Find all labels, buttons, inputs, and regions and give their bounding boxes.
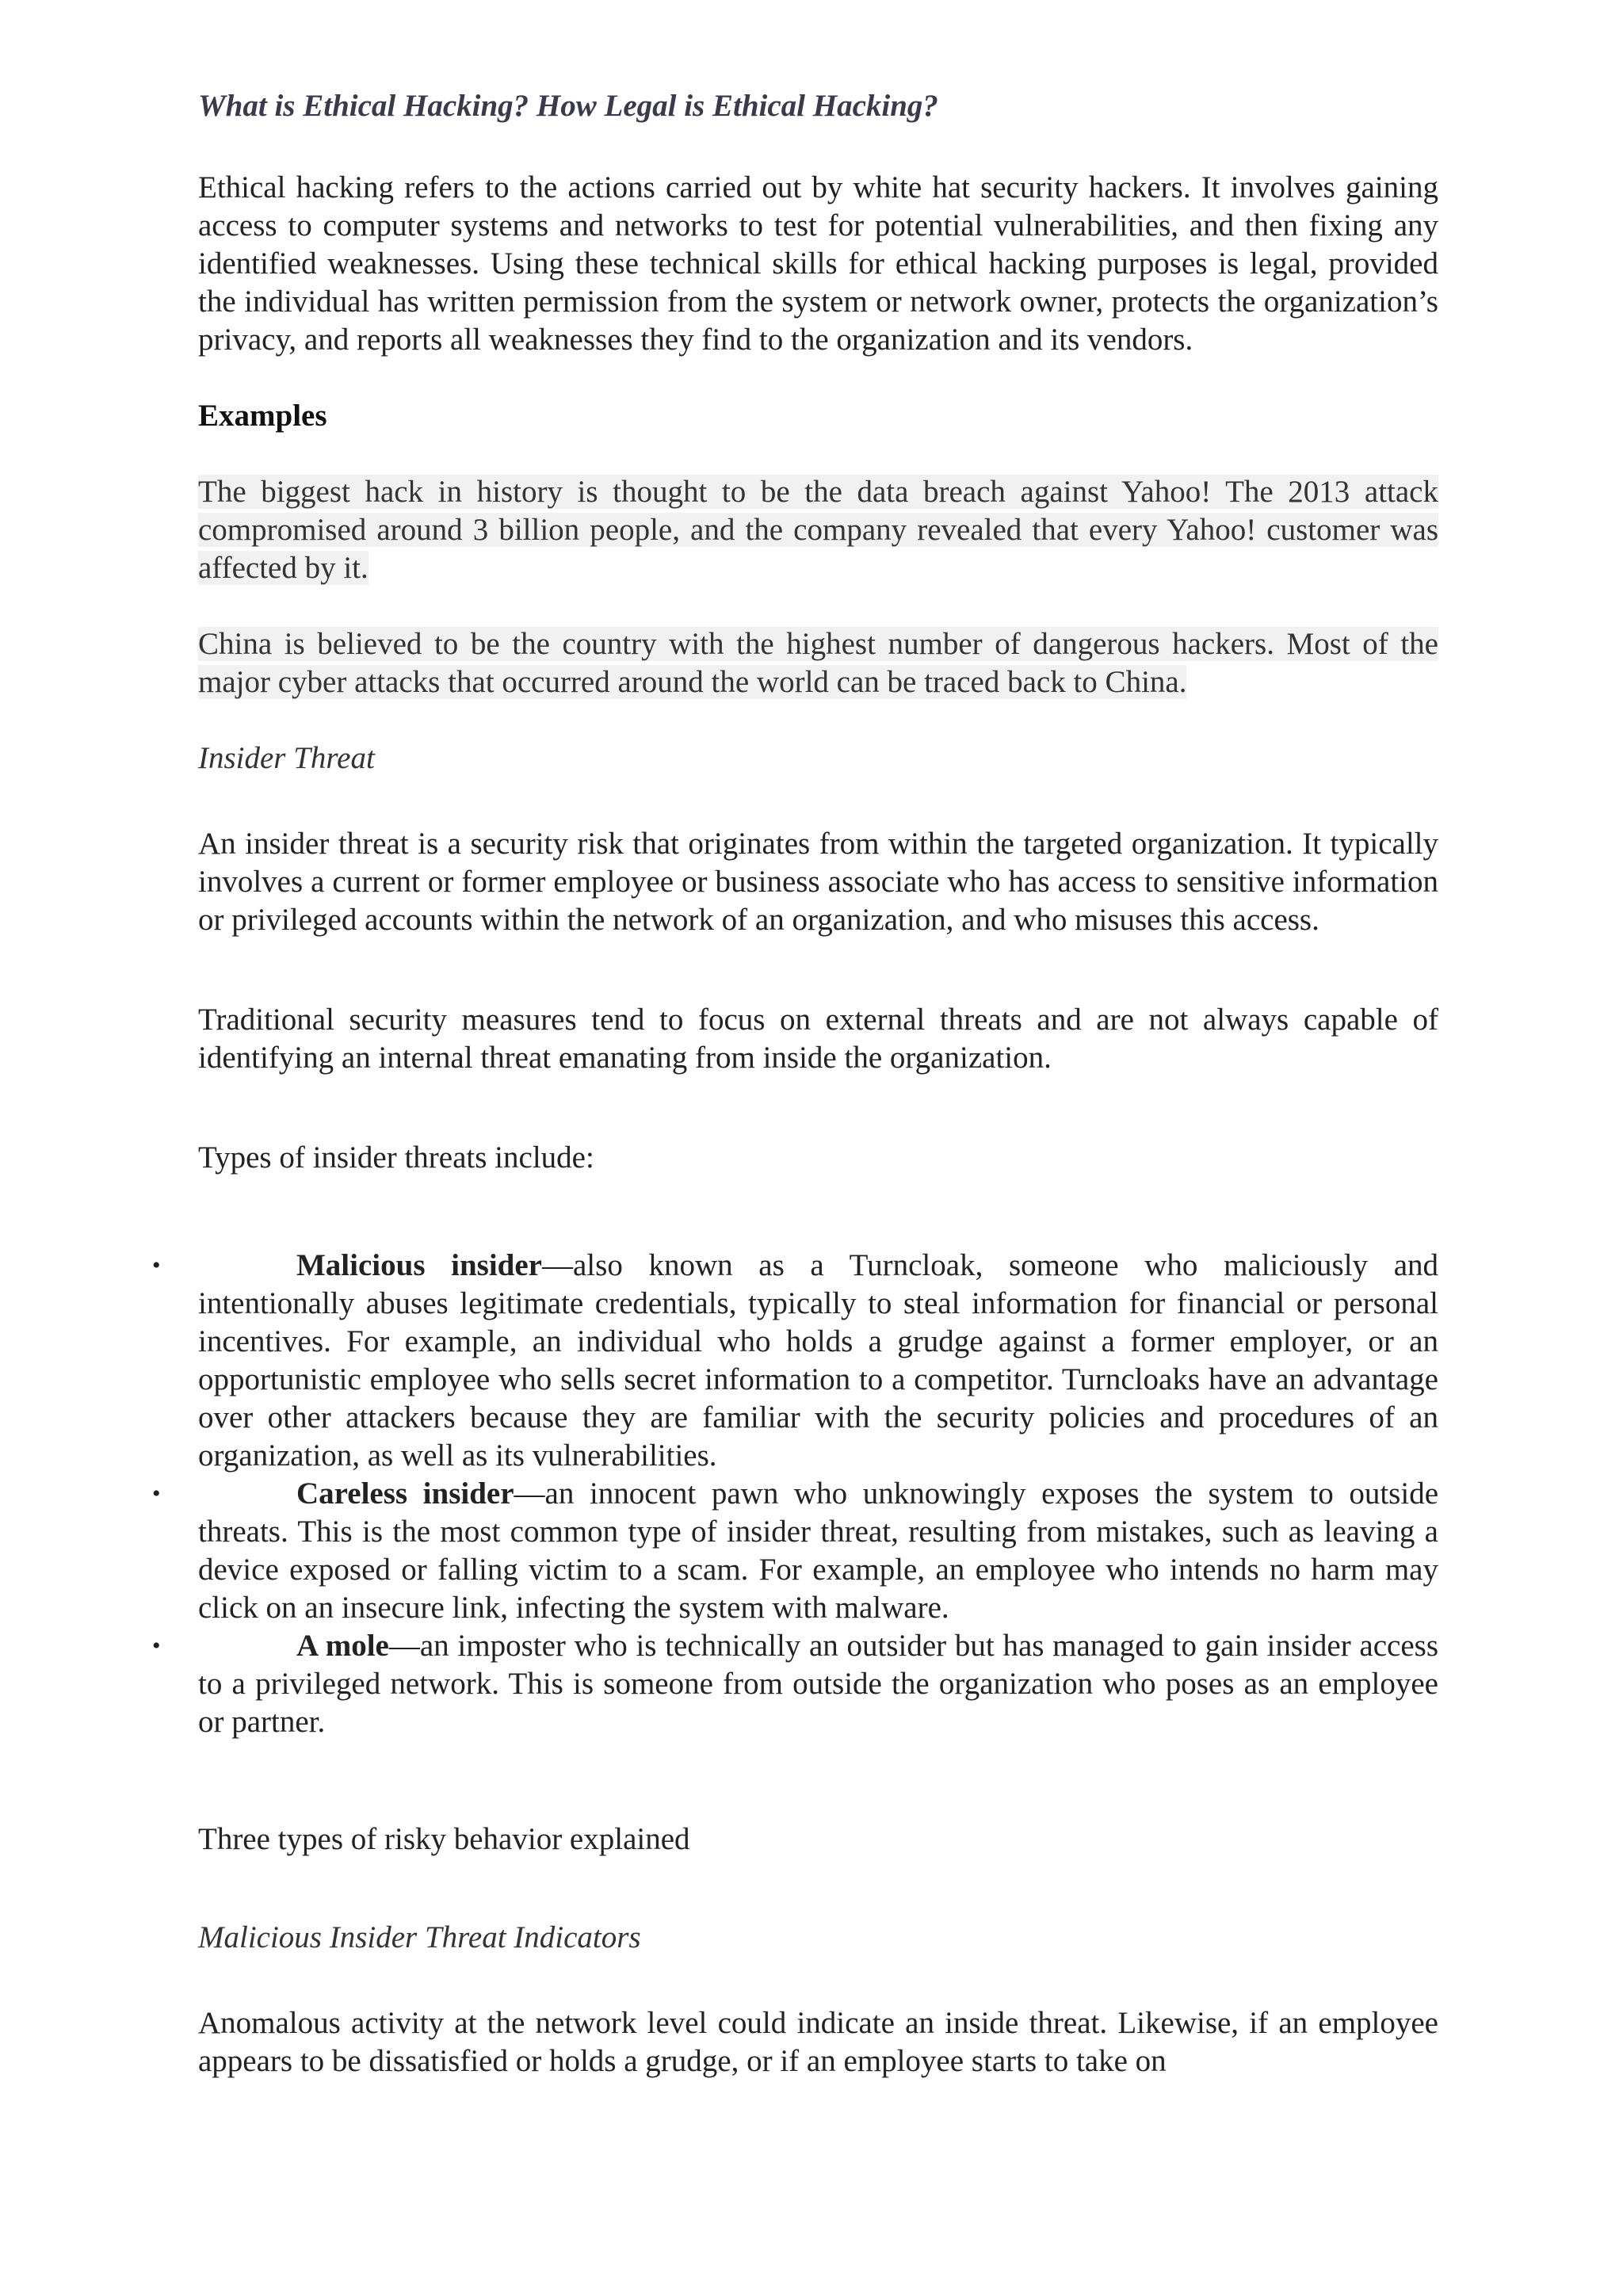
list-item xyxy=(152,1475,1438,1627)
list-item xyxy=(152,1627,1438,1741)
example-1-text: The biggest hack in history is thought to be the data breach against Yahoo! The 2013 attack compromised around 3 billion people, and the company revealed that every Yahoo! customer was affected by it. xyxy=(198,475,1438,585)
example-paragraph-2 xyxy=(198,625,1438,701)
bullet-text: —an imposter who is technically an outsider but has managed to gain insider access to a privileged network. This is someone from outside the organization who poses as an employee or partner. xyxy=(198,1629,1438,1739)
bullet-text: —an innocent pawn who unknowingly exposes the system to outside threats. This is the most common type of insider threat, resulting from mistakes, such as leaving a device exposed or falling victim to a scam. For example, an employee who intends no harm may click on an insecure link, infecting the system with malware. xyxy=(198,1477,1438,1625)
bullet-icon: • xyxy=(152,1633,161,1659)
bullet-term: Malicious insider xyxy=(296,1248,542,1282)
list-item xyxy=(152,1247,1439,1475)
bullet-term: Careless insider xyxy=(296,1477,514,1511)
insider-paragraph-2: Traditional security measures tend to focus on external threats and are not always capable of identifying an internal threat emanating from inside the organization. xyxy=(198,1003,1438,1075)
indicators-paragraph: Anomalous activity at the network level could indicate an inside threat. Likewise, if an employee appears to be dissatisfied or holds a grudge, or if an employee starts to take on xyxy=(198,2006,1438,2078)
risky-behavior-line: Three types of risky behavior explained xyxy=(198,1822,690,1856)
example-2-text: China is believed to be the country with the highest number of dangerous hackers. Most of the major cyber attacks that occurred around the world can be traced back to China. xyxy=(198,627,1438,699)
document-body xyxy=(152,83,1439,2118)
document-title: What is Ethical Hacking? How Legal is Ethical Hacking? xyxy=(198,89,938,123)
intro-paragraph: Ethical hacking refers to the actions carried out by white hat security hackers. It involves gaining access to computer systems and networks to test for potential vulnerabilities, and then fixing any identified weaknesses. Using these technical skills for ethical hacking purposes is legal, provided the individual has written permission from the system or network owner, protects the organization’s privacy, and reports all weaknesses they find to the organization and its vendors. xyxy=(198,170,1438,357)
indicators-heading: Malicious Insider Threat Indicators xyxy=(198,1920,641,1954)
example-paragraph-1 xyxy=(198,473,1438,587)
insider-paragraph-1: An insider threat is a security risk that originates from within the targeted organization. It typically involves a current or former employee or business associate who has access to sensitive information or privileged accounts within the network of an organization, and who misuses this access. xyxy=(198,827,1438,937)
bullet-term: A mole xyxy=(296,1629,389,1663)
types-intro: Types of insider threats include: xyxy=(198,1140,594,1175)
insider-types-list xyxy=(152,1247,1439,1741)
bullet-icon: • xyxy=(152,1252,161,1278)
bullet-text: —also known as a Turncloak, someone who maliciously and intentionally abuses legitimate credentials, typically to steal information for financial or personal incentives. For example, an individual who holds a grudge against a former employer, or an opportunistic employee who sells secret information to a competitor. Turncloaks have an advantage over other attackers because they are familiar with the security policies and procedures of an organization, as well as its vulnerabilities. xyxy=(198,1248,1439,1473)
insider-threat-heading: Insider Threat xyxy=(198,741,375,775)
bullet-icon: • xyxy=(152,1480,161,1507)
examples-heading: Examples xyxy=(198,399,327,433)
